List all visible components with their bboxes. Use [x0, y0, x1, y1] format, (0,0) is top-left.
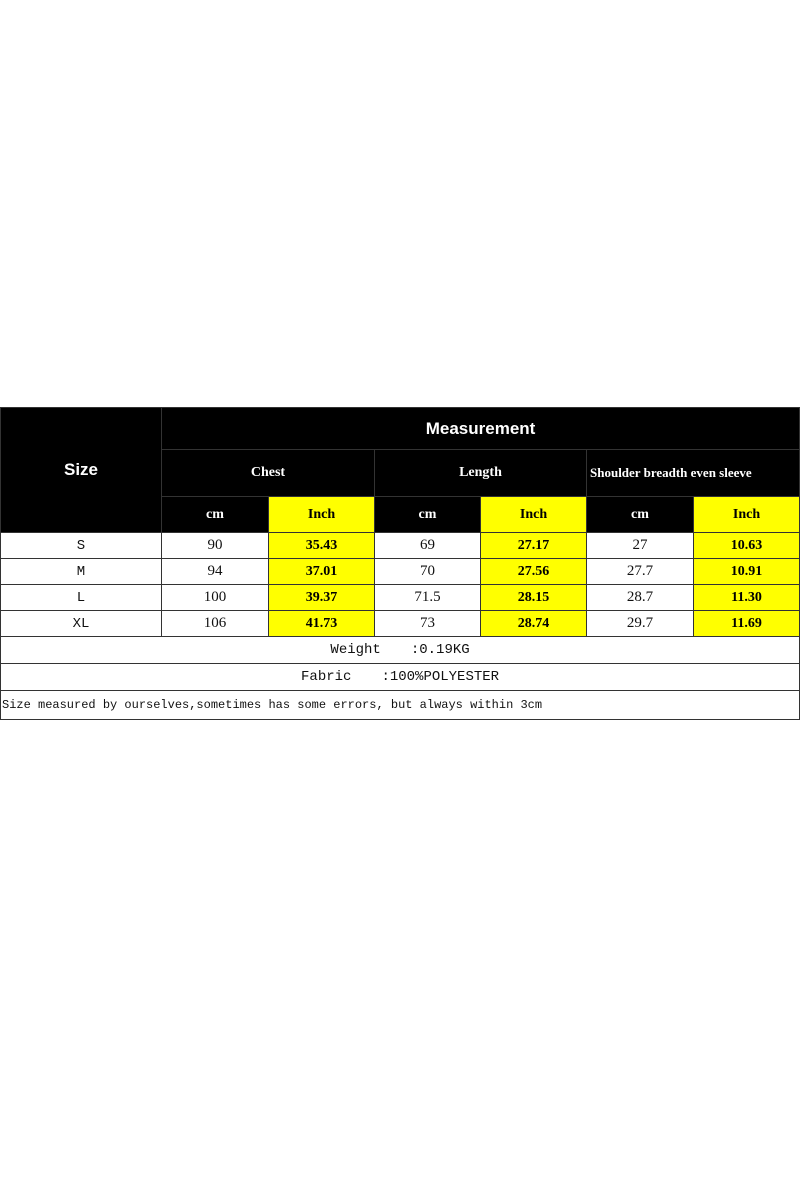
shoulder-cm-cell: 28.7: [587, 585, 694, 611]
length-header: Length: [375, 450, 587, 497]
shoulder-inch-cell: 11.30: [694, 585, 800, 611]
unit-cm: cm: [162, 497, 269, 533]
shoulder-cm-cell: 27.7: [587, 559, 694, 585]
chest-cm-cell: 94: [162, 559, 269, 585]
chest-inch-cell: 37.01: [269, 559, 375, 585]
size-cell: M: [1, 559, 162, 585]
shoulder-cm-cell: 29.7: [587, 611, 694, 637]
chest-header: Chest: [162, 450, 375, 497]
note-row: [1, 691, 800, 720]
length-inch-cell: 28.15: [481, 585, 587, 611]
fabric-label: Fabric: [301, 669, 352, 685]
shoulder-header: Shoulder breadth even sleeve: [587, 450, 800, 497]
note-cell: Size measured by ourselves,sometimes has some errors, but always within 3cm: [1, 691, 800, 720]
measurement-header: Measurement: [162, 408, 800, 450]
table-row: [1, 611, 800, 637]
length-inch-cell: 27.17: [481, 533, 587, 559]
shoulder-inch-cell: 10.63: [694, 533, 800, 559]
length-cm-cell: 71.5: [375, 585, 481, 611]
fabric-value: :100%POLYESTER: [381, 669, 500, 685]
weight-label: Weight: [330, 642, 381, 658]
shoulder-inch-cell: 10.91: [694, 559, 800, 585]
unit-cm: cm: [587, 497, 694, 533]
unit-cm: cm: [375, 497, 481, 533]
unit-inch: Inch: [481, 497, 587, 533]
size-cell: S: [1, 533, 162, 559]
shoulder-inch-cell: 11.69: [694, 611, 800, 637]
length-cm-cell: 70: [375, 559, 481, 585]
length-inch-cell: 27.56: [481, 559, 587, 585]
weight-value: :0.19KG: [410, 642, 470, 658]
weight-cell: [1, 637, 800, 664]
chest-inch-cell: 41.73: [269, 611, 375, 637]
chest-cm-cell: 90: [162, 533, 269, 559]
size-cell: XL: [1, 611, 162, 637]
size-cell: L: [1, 585, 162, 611]
header-row-1: [1, 408, 800, 450]
chest-inch-cell: 35.43: [269, 533, 375, 559]
chest-inch-cell: 39.37: [269, 585, 375, 611]
shoulder-cm-cell: 27: [587, 533, 694, 559]
chest-cm-cell: 100: [162, 585, 269, 611]
length-cm-cell: 69: [375, 533, 481, 559]
size-chart: [0, 407, 799, 720]
length-inch-cell: 28.74: [481, 611, 587, 637]
table-row: [1, 559, 800, 585]
size-header: Size: [1, 408, 162, 533]
table-row: [1, 533, 800, 559]
size-table: [0, 407, 800, 720]
chest-cm-cell: 106: [162, 611, 269, 637]
fabric-row: [1, 664, 800, 691]
unit-inch: Inch: [269, 497, 375, 533]
fabric-cell: [1, 664, 800, 691]
unit-inch: Inch: [694, 497, 800, 533]
table-row: [1, 585, 800, 611]
length-cm-cell: 73: [375, 611, 481, 637]
weight-row: [1, 637, 800, 664]
